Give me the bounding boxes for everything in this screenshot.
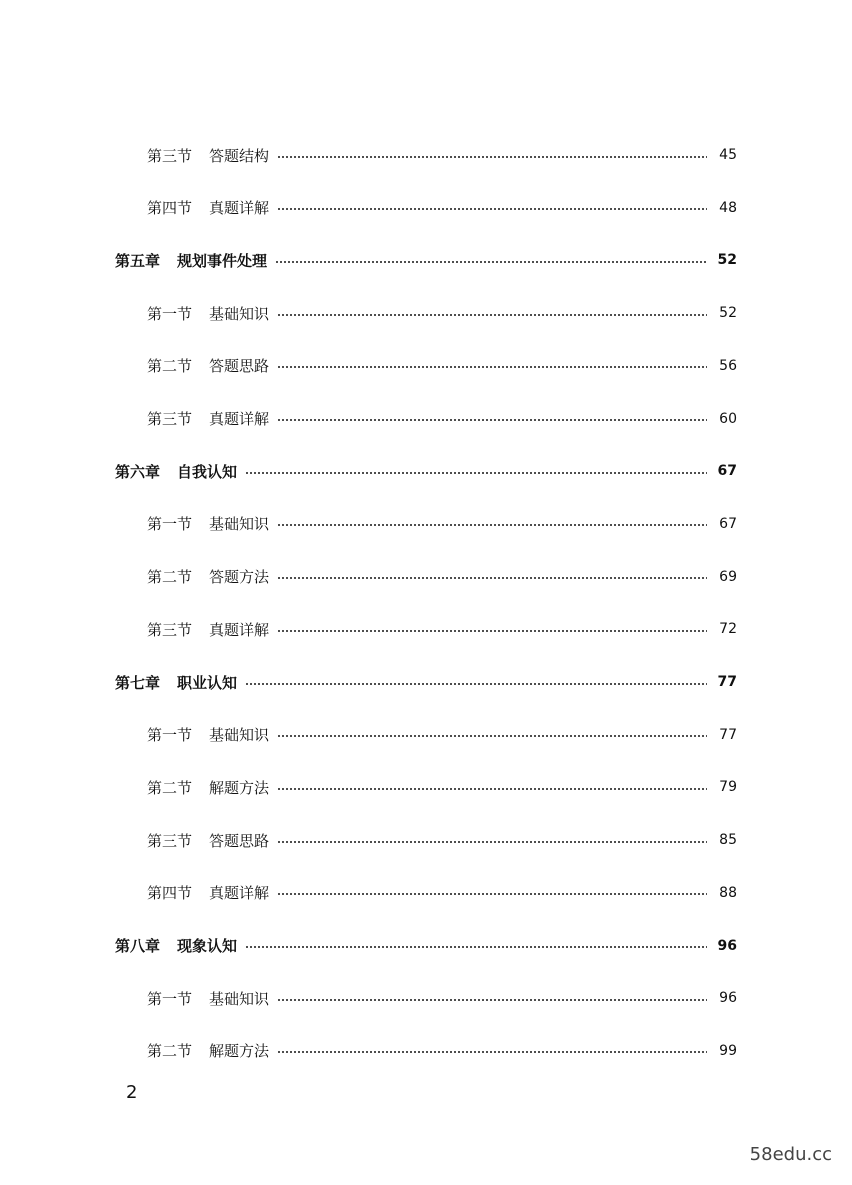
toc-entry-page: 88	[719, 884, 737, 901]
toc-section-entry[interactable]	[147, 775, 737, 799]
toc-section-entry[interactable]	[147, 986, 737, 1010]
toc-entry-title: 答题结构	[209, 146, 270, 165]
toc-chapter-entry[interactable]	[115, 670, 737, 694]
dot-leader	[275, 261, 707, 263]
toc-section-entry[interactable]	[147, 565, 737, 589]
toc-entry-title: 真题详解	[209, 199, 270, 218]
toc-entry-number: 第三节	[147, 410, 193, 428]
dot-leader	[277, 841, 707, 843]
toc-entry-page: 77	[717, 674, 737, 690]
toc-section-entry[interactable]	[147, 143, 737, 167]
dot-leader	[245, 683, 707, 685]
toc-entry-title: 自我认知	[177, 462, 238, 481]
toc-entry-title: 职业认知	[177, 673, 238, 692]
toc-entry-page: 56	[719, 357, 737, 374]
dot-leader	[277, 893, 707, 895]
toc-section-entry[interactable]	[147, 512, 737, 536]
toc-entry-number: 第一节	[147, 726, 193, 745]
dot-leader	[277, 577, 707, 579]
toc-entry-title: 答题方法	[209, 568, 270, 587]
dot-leader	[277, 630, 707, 632]
toc-entry-title: 解题方法	[209, 778, 270, 797]
toc-entry-title: 答题思路	[209, 831, 270, 850]
toc-entry-page: 48	[719, 199, 737, 216]
toc-section-entry[interactable]	[147, 301, 737, 325]
toc-section-entry[interactable]	[147, 1039, 737, 1063]
toc-chapter-entry[interactable]	[115, 934, 737, 958]
footer-page-number: 2	[126, 1082, 138, 1103]
toc-entry-page: 45	[719, 147, 737, 163]
toc-entry-title: 基础知识	[209, 304, 270, 323]
toc-entry-number: 第二节	[147, 778, 193, 797]
dot-leader	[277, 314, 707, 316]
toc-entry-number: 第二节	[147, 1042, 193, 1061]
toc-entry-page: 96	[719, 990, 737, 1007]
toc-section-entry[interactable]	[147, 881, 737, 905]
toc-entry-page: 99	[719, 1042, 737, 1059]
toc-entry-page: 77	[719, 726, 737, 743]
toc-section-entry[interactable]	[147, 354, 737, 378]
toc-entry-number: 第四节	[147, 884, 193, 903]
toc-entry-number: 第五章	[115, 251, 161, 270]
toc-entry-page: 52	[719, 305, 737, 322]
toc-entry-page: 72	[719, 621, 737, 638]
toc-section-entry[interactable]	[147, 723, 737, 747]
toc-entry-title: 答题思路	[209, 357, 270, 376]
dot-leader	[277, 208, 707, 210]
toc-entry-number: 第三节	[147, 146, 193, 165]
toc-entry-number: 第一节	[147, 989, 193, 1008]
dot-leader	[277, 1051, 707, 1053]
toc-entry-title: 解题方法	[209, 1042, 270, 1061]
toc-entry-page: 96	[717, 937, 737, 954]
dot-leader	[245, 472, 707, 474]
dot-leader	[277, 156, 707, 158]
toc-entry-page: 60	[719, 410, 737, 427]
dot-leader	[277, 419, 707, 421]
toc-entry-title: 真题详解	[209, 410, 270, 428]
toc-section-entry[interactable]	[147, 828, 737, 852]
dot-leader	[277, 524, 707, 526]
toc-entry-number: 第七章	[115, 673, 161, 692]
toc-entry-number: 第四节	[147, 199, 193, 218]
dot-leader	[277, 366, 707, 368]
toc-entry-title: 基础知识	[209, 515, 270, 534]
toc-entry-page: 85	[719, 832, 737, 849]
dot-leader	[277, 735, 707, 737]
toc-section-entry[interactable]	[147, 617, 737, 641]
dot-leader	[245, 946, 707, 948]
toc-chapter-entry[interactable]	[115, 248, 737, 272]
toc-entry-title: 基础知识	[209, 989, 270, 1008]
toc-entry-title: 基础知识	[209, 726, 270, 745]
toc-entry-number: 第三节	[147, 831, 193, 850]
toc-entry-page: 67	[719, 515, 737, 532]
toc-entry-title: 规划事件处理	[177, 251, 268, 270]
toc-entry-number: 第三节	[147, 620, 193, 639]
toc-entry-page: 52	[717, 252, 737, 269]
toc-entry-page: 69	[719, 568, 737, 585]
toc-entry-number: 第二节	[147, 568, 193, 587]
toc-entry-number: 第六章	[115, 462, 161, 481]
toc-entry-number: 第二节	[147, 357, 193, 376]
toc-entry-page: 79	[719, 779, 737, 796]
toc-entry-page: 67	[717, 463, 737, 480]
dot-leader	[277, 788, 707, 790]
watermark: 58edu.cc	[749, 1144, 832, 1165]
dot-leader	[277, 999, 707, 1001]
toc-entry-number: 第一节	[147, 515, 193, 534]
toc-entry-number: 第一节	[147, 304, 193, 323]
toc-section-entry[interactable]	[147, 407, 737, 431]
toc-entry-title: 现象认知	[177, 937, 238, 955]
toc-entry-number: 第八章	[115, 937, 161, 955]
toc-chapter-entry[interactable]	[115, 459, 737, 483]
toc-entry-title: 真题详解	[209, 620, 270, 639]
toc-section-entry[interactable]	[147, 196, 737, 220]
toc-entry-title: 真题详解	[209, 884, 270, 903]
